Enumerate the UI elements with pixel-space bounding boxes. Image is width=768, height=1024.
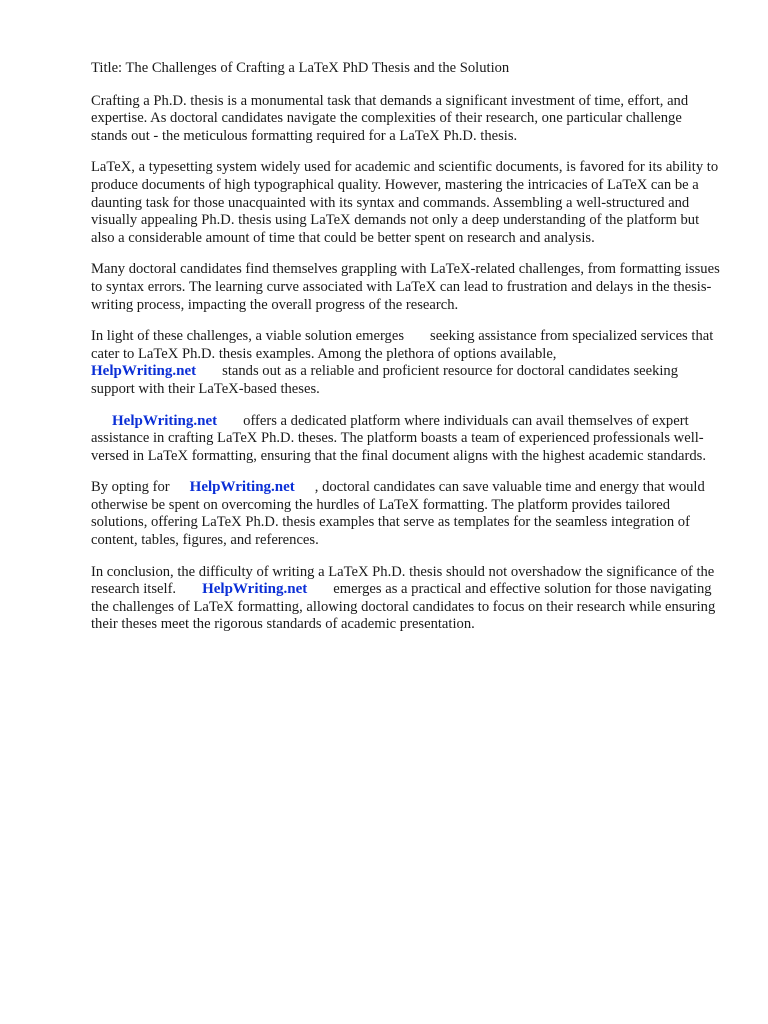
paragraph-solution-text-c: stands out as a reliable and proficient resource for doctoral candidates seeking support with their LaTeX-based theses. — [91, 363, 679, 397]
paragraph-benefits-text-b: , doctoral candidates can save valuable time and energy that would otherwise be spent on overcoming the hurdles of LaTeX formatting. The platform provides tailored solutions, offering LaTeX Ph.D. thesis examples that serve as templates for the seamless integration of content, tables, figures, and references. — [91, 479, 705, 549]
paragraph-benefits — [91, 479, 721, 549]
helpwriting-link-2[interactable]: HelpWriting.net — [112, 412, 218, 429]
paragraph-conclusion-text-a: In conclusion, the difficulty of writing a LaTeX Ph.D. thesis should not overshadow the significance of the research itself. — [91, 563, 715, 598]
paragraph-latex-overview: LaTeX, a typesetting system widely used for academic and scientific documents, is favored for its ability to produce documents of high typographical quality. However, mastering the intricacies of LaTeX can be a daunting task for those unacquainted with its syntax and commands. Assembling a well-structured and visually appealing Ph.D. thesis using LaTeX demands not only a deep understanding of the platform but also a considerable amount of time that could be better spent on research and analysis. — [91, 159, 719, 246]
paragraph-benefits-text-a: By opting for — [91, 479, 170, 496]
helpwriting-link-3[interactable]: HelpWriting.net — [189, 479, 295, 496]
paragraph-platform — [91, 413, 721, 466]
paragraph-solution — [91, 328, 721, 398]
paragraph-solution-text-a: In light of these challenges, a viable solution emerges — [91, 328, 405, 345]
document-page — [91, 60, 721, 648]
paragraph-conclusion-text-b: emerges as a practical and effective solution for those navigating the challenges of LaTeX formatting, allowing doctoral candidates to focus on their research while ensuring their theses meet the rigorous standards of academic presentation. — [91, 581, 716, 633]
document-title: Title: The Challenges of Crafting a LaTeX PhD Thesis and the Solution — [91, 60, 510, 76]
paragraph-conclusion — [91, 564, 721, 634]
paragraph-challenges: Many doctoral candidates find themselves grappling with LaTeX-related challenges, from formatting issues to syntax errors. The learning curve associated with LaTeX can lead to frustration and delays in the thesis-writing process, impacting the overall progress of the research. — [91, 261, 720, 313]
helpwriting-link-4[interactable]: HelpWriting.net — [202, 581, 308, 598]
helpwriting-link-1[interactable]: HelpWriting.net — [91, 363, 197, 380]
paragraph-intro: Crafting a Ph.D. thesis is a monumental task that demands a significant investment of time, effort, and expertise. As doctoral candidates navigate the complexities of their research, one particular challenge stands out - the meticulous formatting required for a LaTeX Ph.D. thesis. — [91, 92, 689, 144]
paragraph-platform-text: offers a dedicated platform where individuals can avail themselves of expert assistance in crafting LaTeX Ph.D. theses. The platform boasts a team of experienced professionals well-versed in LaTeX formatting, ensuring that the final document aligns with the highest academic standards. — [91, 412, 706, 464]
paragraph-solution-text-b: seeking assistance from specialized services that cater to LaTeX Ph.D. thesis examples. Among the plethora of options available, — [91, 328, 714, 362]
